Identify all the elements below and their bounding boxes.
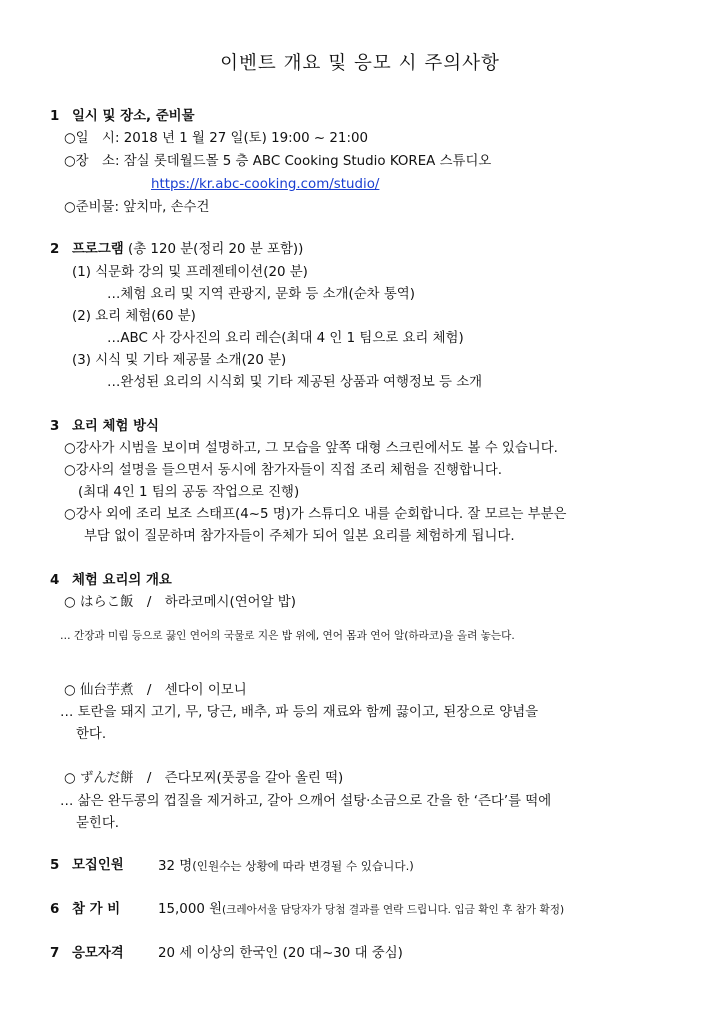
- dish-2-desc-a: … 토란을 돼지 고기, 무, 당근, 배추, 파 등의 재료와 함께 끓이고, 된장으로 양념을: [60, 705, 539, 720]
- program-1: (1) 식문화 강의 및 프레젠테이션(20 분): [72, 265, 308, 280]
- section-2-heading-line: [72, 241, 303, 259]
- program-2-desc: …ABC 사 강사진의 요리 레슨(최대 4 인 1 팀으로 요리 체험): [107, 331, 464, 346]
- method-line-2: ○강사의 설명을 들으면서 동시에 참가자들이 직접 조리 체험을 진행합니다.: [64, 463, 503, 478]
- section-1-number: 1: [50, 109, 60, 124]
- section-2-heading: 프로그램: [72, 242, 124, 257]
- section-3-heading: 요리 체험 방식: [72, 419, 159, 434]
- fee-note: (크레아서울 담당자가 당첨 결과를 연락 드립니다. 입금 확인 후 참가 확정): [222, 904, 565, 916]
- event-date: ○일 시: 2018 년 1 월 27 일(토) 19:00 ~ 21:00: [64, 131, 368, 146]
- dish-1-title: ○ はらこ飯 / 하라코메시(연어알 밥): [64, 595, 296, 610]
- method-line-3: (최대 4인 1 팀의 공동 작업으로 진행): [78, 485, 300, 500]
- section-2-heading-note: (총 120 분(정리 20 분 포함)): [128, 242, 304, 257]
- section-6-heading: 참 가 비: [72, 902, 121, 917]
- program-1-desc: …체험 요리 및 지역 관광지, 문화 등 소개(순차 통역): [107, 287, 415, 302]
- dish-3-desc-a: … 삶은 완두콩의 껍질을 제거하고, 갈아 으깨어 설탕·소금으로 간을 한 ‘즌다’를 떡에: [60, 794, 552, 809]
- section-5-value-line: [158, 857, 414, 876]
- program-3: (3) 시식 및 기타 제공물 소개(20 분): [72, 353, 287, 368]
- section-6-number: 6: [50, 902, 60, 917]
- event-items: ○준비물: 앞치마, 손수건: [64, 200, 210, 215]
- event-place: ○장 소: 잠실 롯데월드몰 5 층 ABC Cooking Studio KOREA 스튜디오: [64, 154, 492, 169]
- dish-3-desc-b: 묻힌다.: [76, 816, 120, 831]
- method-line-4b: 부담 없이 질문하며 참가자들이 주체가 되어 일본 요리를 체험하게 됩니다.: [84, 529, 515, 544]
- section-6-value-line: [158, 901, 564, 919]
- dish-1-desc: … 간장과 미림 등으로 끓인 연어의 국물로 지은 밥 위에, 연어 몸과 연어 알(하라코)을 올려 놓는다.: [60, 630, 515, 642]
- section-2-number: 2: [50, 242, 60, 257]
- program-3-desc: …완성된 요리의 시식회 및 기타 제공된 상품과 여행정보 등 소개: [107, 375, 483, 390]
- section-7-number: 7: [50, 946, 60, 961]
- dish-2-desc-b: 한다.: [76, 727, 107, 742]
- eligibility-value: 20 세 이상의 한국인 (20 대~30 대 중심): [158, 946, 403, 961]
- dish-2-title: ○ 仙台芋煮 / 센다이 이모니: [64, 683, 247, 698]
- section-5-heading: 모집인원: [72, 858, 124, 873]
- section-4-number: 4: [50, 573, 60, 588]
- studio-link[interactable]: https://kr.abc-cooking.com/studio/: [151, 177, 380, 192]
- section-1-heading: 일시 및 장소, 준비물: [72, 109, 195, 124]
- program-2: (2) 요리 체험(60 분): [72, 309, 196, 324]
- page-title: 이벤트 개요 및 응모 시 주의사항: [220, 53, 500, 74]
- section-3-number: 3: [50, 419, 60, 434]
- method-line-1: ○강사가 시범을 보이며 설명하고, 그 모습을 앞쪽 대형 스크린에서도 볼 수 있습니다.: [64, 441, 558, 456]
- section-5-number: 5: [50, 858, 60, 873]
- section-4-heading: 체험 요리의 개요: [72, 573, 172, 588]
- section-7-heading: 응모자격: [72, 946, 124, 961]
- recruit-note: (인원수는 상황에 따라 변경될 수 있습니다.): [192, 859, 414, 873]
- fee-value: 15,000 원: [158, 902, 223, 917]
- method-line-4a: ○강사 외에 조리 보조 스태프(4~5 명)가 스튜디오 내를 순회합니다. 잘 모르는 부분은: [64, 507, 567, 522]
- recruit-count: 32 명: [158, 859, 193, 874]
- dish-3-title: ○ ずんだ餅 / 즌다모찌(풋콩을 갈아 올린 떡): [64, 771, 344, 786]
